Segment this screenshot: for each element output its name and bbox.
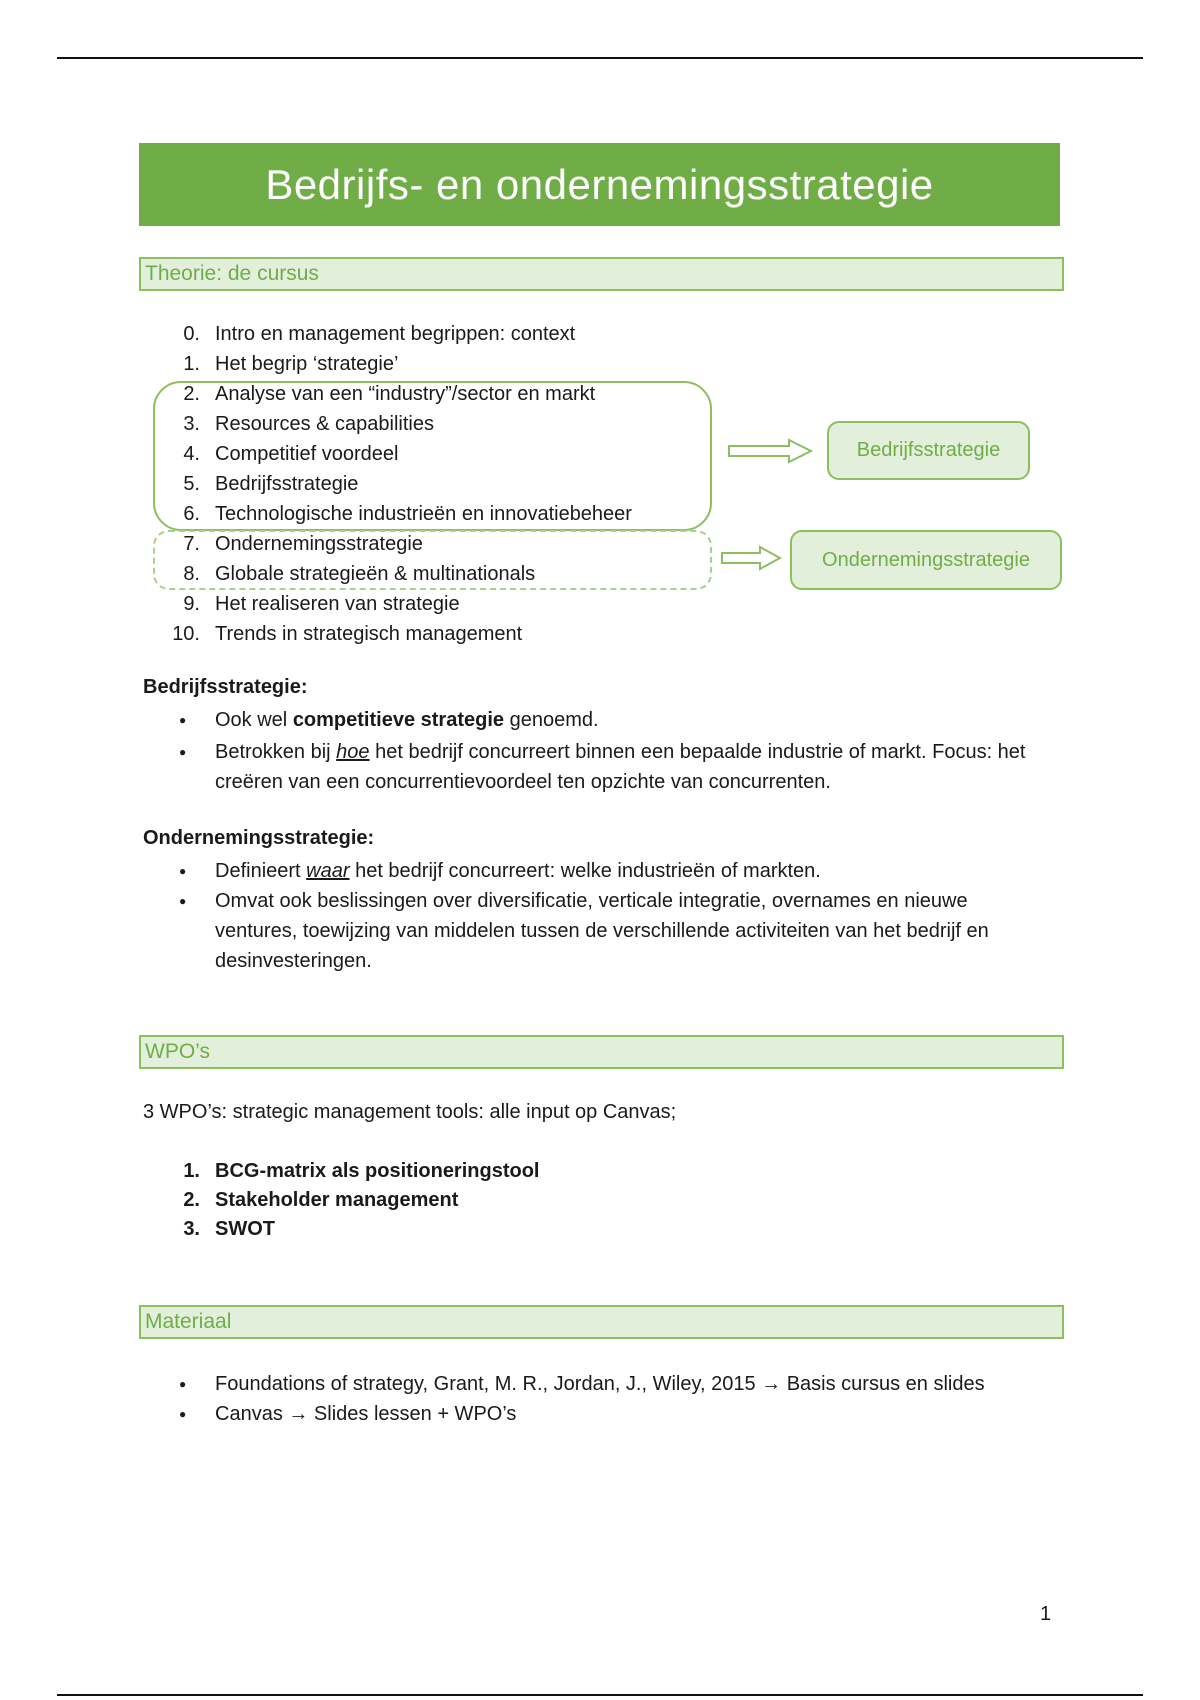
- subheading-bedrijfsstrategie: Bedrijfsstrategie:: [143, 676, 308, 698]
- wpo-intro: 3 WPO’s: strategic management tools: alle input op Canvas;: [143, 1101, 677, 1123]
- list-item: 4. Competitief voordeel: [183, 443, 399, 465]
- ondernemingsstrategie-group-outline: [153, 530, 712, 590]
- list-item: 0. Intro en management begrippen: context: [183, 323, 576, 345]
- page-number: 1: [1040, 1603, 1052, 1625]
- bedrijfsstrategie-group-outline: [153, 381, 712, 531]
- arrow-right-icon: [727, 438, 813, 464]
- section-header-theorie: Theorie: de cursus: [139, 257, 1064, 291]
- list-item: ● Canvas → Slides lessen + WPO’s: [175, 1399, 1055, 1429]
- list-item: ● Foundations of strategy, Grant, M. R., Jordan, J., Wiley, 2015 → Basis cursus en slides: [175, 1369, 1055, 1399]
- bottom-rule: [57, 1694, 1143, 1696]
- wpo-list: [160, 1157, 539, 1244]
- tag-ondernemingsstrategie: Ondernemingsstrategie: [790, 530, 1062, 590]
- list-item: 5. Bedrijfsstrategie: [183, 473, 359, 495]
- page-title: Bedrijfs- en ondernemingsstrategie: [139, 143, 1060, 226]
- list-item: ● Betrokken bij hoe het bedrijf concurreert binnen een bepaalde industrie of markt. Focus: het creëren van een concurrentievoordeel ten opzichte van concurrenten.: [175, 737, 1055, 797]
- list-item: 1. Het begrip ‘strategie’: [183, 353, 399, 375]
- tag-bedrijfsstrategie: Bedrijfsstrategie: [827, 421, 1030, 480]
- list-item: ● Omvat ook beslissingen over diversificatie, verticale integratie, overnames en nieuwe ventures, toewijzing van middelen tussen de verschillende activiteiten van het bedrijf en desinvesteringen.: [175, 886, 1055, 976]
- bedrijfsstrategie-bullets: [175, 705, 1055, 797]
- list-item: 6. Technologische industrieën en innovatiebeheer: [183, 503, 632, 525]
- list-item: 3. SWOT: [183, 1218, 275, 1240]
- section-header-wpo: WPO’s: [139, 1035, 1064, 1069]
- subheading-ondernemingsstrategie: Ondernemingsstrategie:: [143, 827, 375, 849]
- list-item: 1. BCG-matrix als positioneringstool: [183, 1160, 540, 1182]
- section-header-materiaal: Materiaal: [139, 1305, 1064, 1339]
- list-item: ● Ook wel competitieve strategie genoemd.: [175, 705, 1055, 735]
- ondernemingsstrategie-bullets: [175, 856, 1055, 976]
- materiaal-bullets: [175, 1369, 1055, 1429]
- list-item: 10. Trends in strategisch management: [172, 623, 523, 645]
- list-item: 2. Analyse van een “industry”/sector en markt: [183, 383, 596, 405]
- list-item: 8. Globale strategieën & multinationals: [183, 563, 536, 585]
- list-item: 3. Resources & capabilities: [183, 413, 434, 435]
- top-rule: [57, 57, 1143, 59]
- list-item: ● Definieert waar het bedrijf concurreert: welke industrieën of markten.: [175, 856, 1055, 886]
- list-item: 9. Het realiseren van strategie: [183, 593, 460, 615]
- list-item: 7. Ondernemingsstrategie: [183, 533, 423, 555]
- arrow-right-icon: [720, 545, 782, 571]
- list-item: 2. Stakeholder management: [183, 1189, 459, 1211]
